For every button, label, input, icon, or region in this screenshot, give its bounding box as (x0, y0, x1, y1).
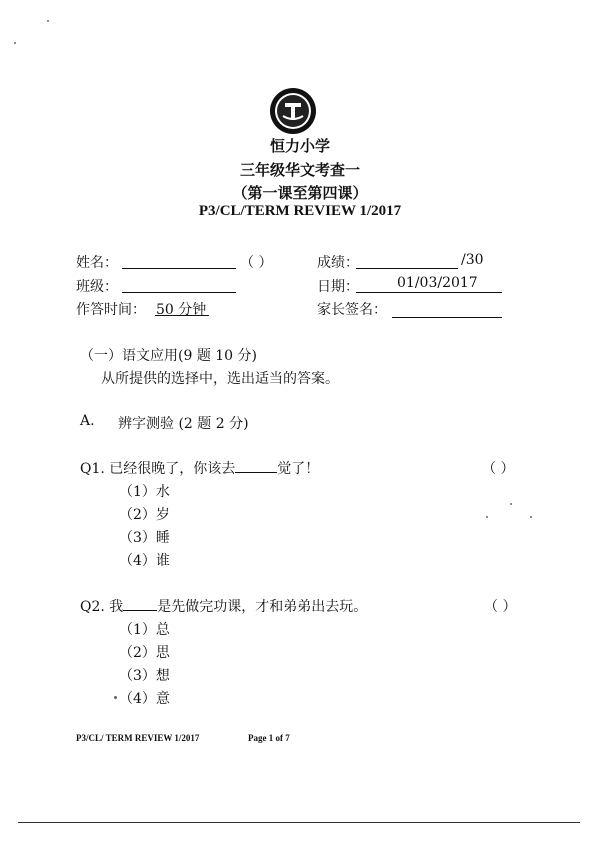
question-1-option-1: （1）水 (119, 484, 170, 500)
school-name: 恒力小学 (269, 137, 330, 155)
question-1-option-3: （3）睡 (119, 530, 170, 546)
question-2-answer-box[interactable]: （ ） (484, 599, 517, 615)
question-1-prefix: Q1. 已经很晚了，你该去 (80, 461, 236, 477)
question-2-option-4: （4）意 (119, 691, 170, 707)
time-underline (155, 315, 209, 316)
date-label: 日期： (317, 279, 359, 295)
part-label: A. (80, 413, 95, 429)
question-2 (80, 596, 367, 616)
question-2-suffix: 是先做完功课，才和弟弟出去玩。 (157, 599, 368, 615)
footer-page-number: Page 1 of 7 (248, 733, 290, 743)
exam-title: 三年级华文考查一 (239, 161, 360, 179)
name-field[interactable] (122, 268, 236, 269)
question-1-suffix: 觉了！ (277, 461, 320, 477)
score-label: 成绩： (317, 255, 359, 271)
scan-speck (510, 503, 512, 505)
scan-edge-line (18, 822, 580, 823)
section-title: （一）语文应用(9 题 10 分) (80, 348, 257, 364)
scan-speck (47, 20, 49, 22)
name-label: 姓名： (76, 255, 118, 271)
scan-speck (486, 516, 488, 518)
footer-exam-code: P3/CL/ TERM REVIEW 1/2017 (76, 733, 200, 743)
section-instruction: 从所提供的选择中，选出适当的答案。 (101, 371, 339, 387)
question-1-answer-box[interactable]: （ ） (482, 461, 515, 477)
parent-signature-label: 家长签名： (317, 302, 387, 318)
question-2-option-2: （2）思 (119, 645, 170, 661)
score-total: /30 (461, 252, 484, 268)
class-label: 班级： (76, 279, 118, 295)
lesson-range: （第一课至第四课） (232, 184, 368, 202)
question-2-prefix: Q2. 我 (80, 599, 124, 615)
question-2-option-1: （1）总 (119, 622, 170, 638)
question-1-blank (235, 460, 277, 473)
date-value: 01/03/2017 (397, 275, 478, 291)
question-1-option-2: （2）岁 (119, 507, 170, 523)
parent-signature-field[interactable] (392, 317, 502, 318)
time-label: 作答时间： (76, 302, 146, 318)
date-field (356, 292, 502, 293)
scan-speck (530, 516, 532, 518)
exam-code: P3/CL/TERM REVIEW 1/2017 (198, 203, 402, 219)
part-title: 辨字测验 (2 题 2 分) (118, 416, 249, 432)
question-1-option-4: （4）谁 (119, 553, 170, 569)
class-field[interactable] (122, 292, 236, 293)
question-1 (80, 458, 319, 478)
score-field[interactable] (356, 268, 458, 269)
question-2-option-3: （3）想 (119, 668, 170, 684)
class-number-paren: （ ） (240, 255, 273, 271)
scan-speck (114, 696, 117, 699)
time-value: 50 分钟 (156, 302, 207, 318)
question-2-blank (123, 598, 157, 611)
school-crest-logo (268, 86, 318, 136)
scan-speck (14, 42, 16, 44)
